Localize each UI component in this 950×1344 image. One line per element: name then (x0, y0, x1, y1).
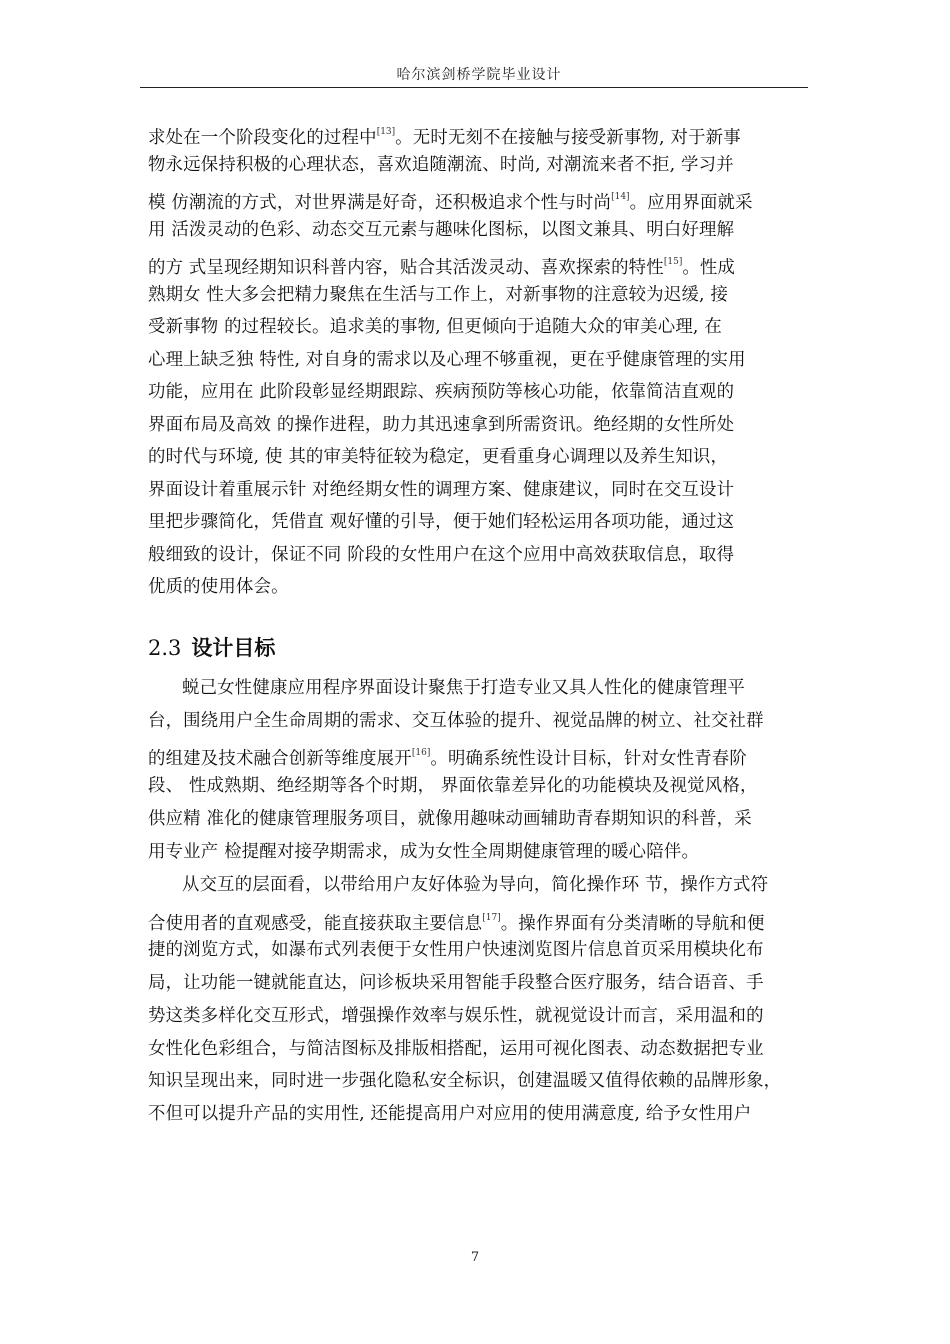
page-number: 7 (470, 1250, 480, 1265)
text-segment: 不但可以提升产品的实用性, 还能提高用户对应用的使用满意度, 给予女性用户 (148, 1103, 752, 1124)
text-segment: 界面设计着重展示针 对绝经期女性的调理方案、健康建议，同时在交互设计 (148, 479, 735, 500)
text-line (148, 284, 810, 306)
text-segment: 熟期女 性大多会把精力聚焦在生活与工作上，对新事物的注意较为迟缓, 接 (148, 284, 729, 305)
text-segment: 合使用者的直观感受，能直接获取主要信息 (148, 913, 483, 934)
text-line (182, 874, 810, 896)
text-segment: 功能，应用在 此阶段彰显经期跟踪、疾病预防等核心功能，依靠简洁直观的 (148, 382, 735, 402)
text-segment: 般细致的设计，保证不同 阶段的女性用户在这个应用中高效获取信息，取得 (148, 544, 735, 565)
text-segment: 界面布局及高效 的操作进程，助力其迅速拿到所需资讯。绝经期的女性所处 (148, 414, 735, 435)
header-rule (140, 87, 808, 88)
text-line (148, 219, 810, 241)
text-line (148, 1038, 810, 1060)
text-segment: 。明确系统性设计目标，针对女性青春阶 (430, 749, 747, 770)
text-segment: 段、 性成熟期、绝经期等各个时期， 界面依靠差异化的功能模块及视觉风格， (148, 776, 758, 797)
text-line (148, 1005, 810, 1027)
text-line (148, 316, 810, 338)
text-line (148, 1103, 810, 1125)
text-segment: 模 仿潮流的方式，对世界满是好奇，还积极追求个性与时尚 (148, 193, 612, 213)
text-line (148, 511, 810, 533)
text-segment: 台，围绕用户全生命周期的需求、交互体验的提升、视觉品牌的树立、社交社群 (148, 710, 764, 731)
text-segment: 用专业产 检提醒对接孕期需求，成为女性全周期健康管理的暖心陪伴。 (148, 841, 700, 862)
text-segment: 心理上缺乏独 特性, 对自身的需求以及心理不够重视，更在乎健康管理的实用 (148, 349, 746, 370)
section-heading (148, 632, 275, 662)
citation-ref: [17] (482, 912, 501, 923)
text-segment: 势这类多样化交互形式，增强操作效率与娱乐性，就视觉设计而言，采用温和的 (148, 1005, 764, 1026)
text-segment: 知识呈现出来，同时进一步强化隐私安全标识，创建温暖又值得依赖的品牌形象， (148, 1071, 782, 1092)
text-segment: 。无时无刻不在接触与接受新事物, 对于新事 (395, 128, 741, 148)
text-line (148, 939, 810, 961)
text-segment: 物永远保持积极的心理状态，喜欢追随潮流、时尚, 对潮流来者不拒, 学习并 (148, 154, 734, 175)
text-line (148, 775, 810, 797)
text-segment: 求处在一个阶段变化的过程中 (148, 128, 377, 148)
text-line (148, 808, 810, 830)
text-segment: 。性成 (682, 258, 736, 278)
text-line (148, 544, 810, 566)
citation-ref: [13] (376, 127, 396, 137)
text-line (148, 251, 810, 279)
text-segment: 的方 式呈现经期知识科普内容，贴合其活泼灵动、喜欢探索的特性 (148, 258, 664, 278)
text-line (148, 1070, 810, 1092)
text-segment: 。应用界面就采 (629, 193, 753, 213)
citation-ref: [15] (663, 257, 683, 267)
text-segment: 的时代与环境, 使 其的审美特征较为稳定，更看重身心调理以及养生知识， (148, 447, 729, 467)
text-line (148, 186, 810, 214)
text-line (148, 841, 810, 863)
text-line (148, 742, 810, 770)
section-number: 2.3 (148, 636, 182, 660)
text-line (148, 381, 810, 403)
text-segment: 女性化色彩组合，与简洁图标及排版相搭配，运用可视化图表、动态数据把专业 (148, 1038, 764, 1059)
text-segment: 的组建及技术融合创新等维度展开 (148, 749, 412, 770)
text-line (148, 479, 810, 501)
citation-ref: [14] (611, 192, 630, 202)
text-line (148, 972, 810, 994)
text-line (148, 121, 810, 149)
text-line (148, 349, 810, 371)
text-segment: 受新事物 的过程较长。追求美的事物, 但更倾向于追随大众的审美心理, 在 (148, 317, 722, 337)
text-line (148, 446, 810, 468)
text-line (148, 576, 810, 598)
text-segment: 从交互的层面看，以带给用户友好体验为导向，简化操作环 节，操作方式符 (182, 875, 769, 895)
text-line (182, 677, 810, 699)
section-title: 设计目标 (191, 636, 276, 660)
text-line (148, 154, 810, 176)
text-segment: 局，让功能一键就能直达，问诊板块采用智能手段整合医疗服务，结合语音、手 (148, 973, 764, 994)
page-header: 哈尔滨剑桥学院毕业设计 (396, 67, 562, 83)
text-line (148, 414, 810, 436)
text-line (148, 907, 810, 935)
text-segment: 用 活泼灵动的色彩、动态交互元素与趣味化图标，以图文兼具、明白好理解 (148, 219, 735, 240)
text-segment: 蜕己女性健康应用程序界面设计聚焦于打造专业又具人性化的健康管理平 (182, 678, 745, 698)
text-segment: 。操作界面有分类清晰的导航和便 (500, 913, 765, 934)
text-segment: 里把步骤简化，凭借直 观好懂的引导，便于她们轻松运用各项功能，通过这 (148, 512, 735, 532)
citation-ref: [16] (411, 748, 431, 759)
text-segment: 供应精 准化的健康管理服务项目，就像用趣味动画辅助青春期知识的科普，采 (148, 808, 752, 829)
text-segment: 优质的使用体会。 (148, 577, 289, 597)
text-segment: 捷的浏览方式，如瀑布式列表便于女性用户快速浏览图片信息首页采用模块化布 (148, 940, 764, 961)
text-line (148, 710, 810, 732)
